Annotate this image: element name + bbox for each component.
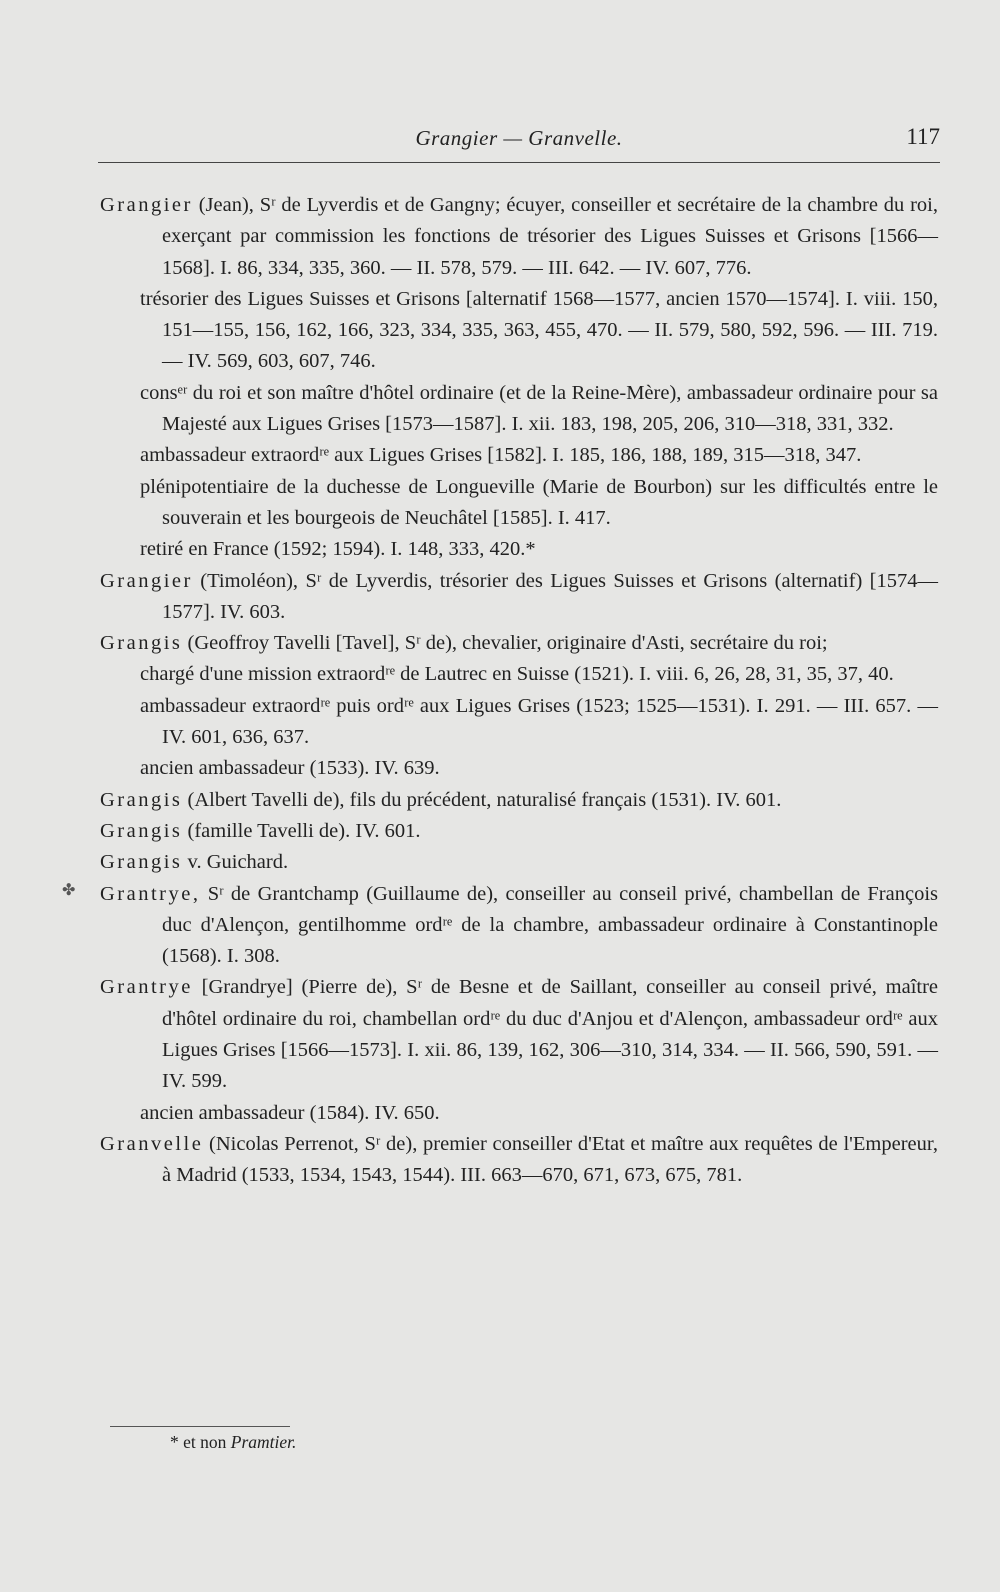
running-title: Grangier — Granvelle.: [415, 126, 623, 150]
entry-subentry: trésorier des Ligues Suisses et Grisons [alternatif 1568—1577, ancien 1570—1574]. I. viii. 150, 151—155, 156, 162, 166, 323, 334, 335, 363, 455, 470. — II. 579, 580, 592, 596. — III. 719. — IV. 569, 603, 607, 746.: [140, 287, 938, 373]
index-entry: [100, 1129, 938, 1192]
entry-main: [100, 190, 938, 284]
entry-headword: Granvelle: [100, 1132, 204, 1155]
entry-text: (Jean), Sʳ de Lyverdis et de Gangny; écuyer, conseiller et secrétaire de la chambre du roi, exerçant par commission les fonctions de trésorier des Ligues Suisses et Grisons [1566—1568]. I. 86, 334, 335, 360. — II. 578, 579. — III. 642. — IV. 607, 776.: [162, 194, 938, 279]
entry-headword: Grangier: [100, 194, 193, 216]
entry-subentry: chargé d'une mission extraordʳᵉ de Lautrec en Suisse (1521). I. viii. 6, 26, 28, 31, 35, 37, 40.: [140, 663, 894, 686]
entry-subentry: ancien ambassadeur (1533). IV. 639.: [140, 757, 440, 780]
index-entry: [100, 566, 938, 629]
entry-text: (famille Tavelli de). IV. 601.: [187, 819, 421, 842]
entry-main: [100, 847, 938, 878]
entry-headword: Grangis: [100, 632, 183, 655]
page-header: [98, 126, 940, 162]
entry-headword: Grantrye,: [100, 882, 201, 905]
entry-text: Sʳ de Grantchamp (Guillaume de), conseiller au conseil privé, chambellan de François duc d'Alençon, gentilhomme ordʳᵉ de la chambre, ambassadeur ordinaire à Constantinople (1568). I. 308.: [162, 882, 938, 968]
entry-main: [100, 628, 938, 659]
margin-mark: ✤: [62, 882, 76, 899]
index-entries: [100, 190, 938, 1192]
entry-main: [100, 972, 938, 1097]
entry-text: (Albert Tavelli de), fils du précédent, naturalisé français (1531). IV. 601.: [187, 788, 782, 811]
entry-main: [100, 816, 938, 847]
header-rule: [98, 162, 940, 163]
entry-text: (Geoffroy Tavelli [Tavel], Sʳ de), chevalier, originaire d'Asti, secrétaire du roi;: [187, 632, 828, 655]
footnote: [170, 1432, 296, 1453]
entry-main: [100, 566, 938, 629]
entry-headword: Grangis: [100, 788, 183, 811]
entry-main: [100, 879, 938, 973]
index-entry: [100, 190, 938, 566]
index-entry: [100, 879, 938, 973]
index-entry: [100, 816, 938, 847]
entry-subentry: ancien ambassadeur (1584). IV. 650.: [140, 1101, 440, 1124]
entry-subentry: ambassadeur extraordʳᵉ aux Ligues Grises [1582]. I. 185, 186, 188, 189, 315—318, 347.: [140, 444, 862, 467]
entry-subentry: plénipotentiaire de la duchesse de Longueville (Marie de Bourbon) sur les difficultés entre le souverain et les bourgeois de Neuchâtel [1585]. I. 417.: [140, 475, 938, 529]
entry-text: v. Guichard.: [187, 851, 289, 874]
entry-subentry: consᵉʳ du roi et son maître d'hôtel ordinaire (et de la Reine-Mère), ambassadeur ordinaire pour sa Majesté aux Ligues Grises [1573—1587]. I. xii. 183, 198, 205, 206, 310—318, 331, 332.: [140, 381, 938, 436]
entry-headword: Grangier: [100, 569, 193, 592]
entry-subentry: retiré en France (1592; 1594). I. 148, 333, 420.*: [140, 538, 536, 561]
footnote-rule: [110, 1426, 290, 1427]
footnote-name: Pramtier.: [230, 1432, 297, 1452]
index-entry: [100, 847, 938, 878]
entry-headword: Grangis: [100, 819, 183, 842]
entry-headword: Grangis: [100, 851, 183, 874]
page-number: 117: [906, 124, 940, 149]
entry-main: [100, 785, 938, 816]
footnote-text: * et non: [170, 1432, 227, 1452]
index-entry: [100, 972, 938, 1128]
entry-text: [Grandrye] (Pierre de), Sʳ de Besne et de Saillant, conseiller au conseil privé, maître d'hôtel ordinaire du roi, chambellan ordʳᵉ du duc d'Anjou et d'Alençon, ambassadeur ordʳᵉ aux Ligues Grises [1566—1573]. I. xii. 86, 139, 162, 306—310, 314, 334. — II. 566, 590, 591. — IV. 599.: [162, 976, 939, 1093]
index-entry: [100, 785, 938, 816]
entry-headword: Grantrye: [100, 976, 193, 999]
index-entry: [100, 628, 938, 784]
entry-text: (Timoléon), Sʳ de Lyverdis, trésorier des Ligues Suisses et Grisons (alternatif) [1574—1577]. IV. 603.: [162, 569, 939, 623]
entry-subentry: ambassadeur extraordʳᵉ puis ordʳᵉ aux Ligues Grises (1523; 1525—1531). I. 291. — III. 657. — IV. 601, 636, 637.: [140, 694, 938, 749]
entry-text: (Nicolas Perrenot, Sʳ de), premier conseiller d'Etat et maître aux requêtes de l'Empereur, à Madrid (1533, 1534, 1543, 1544). III. 663—670, 671, 673, 675, 781.: [162, 1132, 939, 1187]
entry-main: [100, 1129, 938, 1192]
